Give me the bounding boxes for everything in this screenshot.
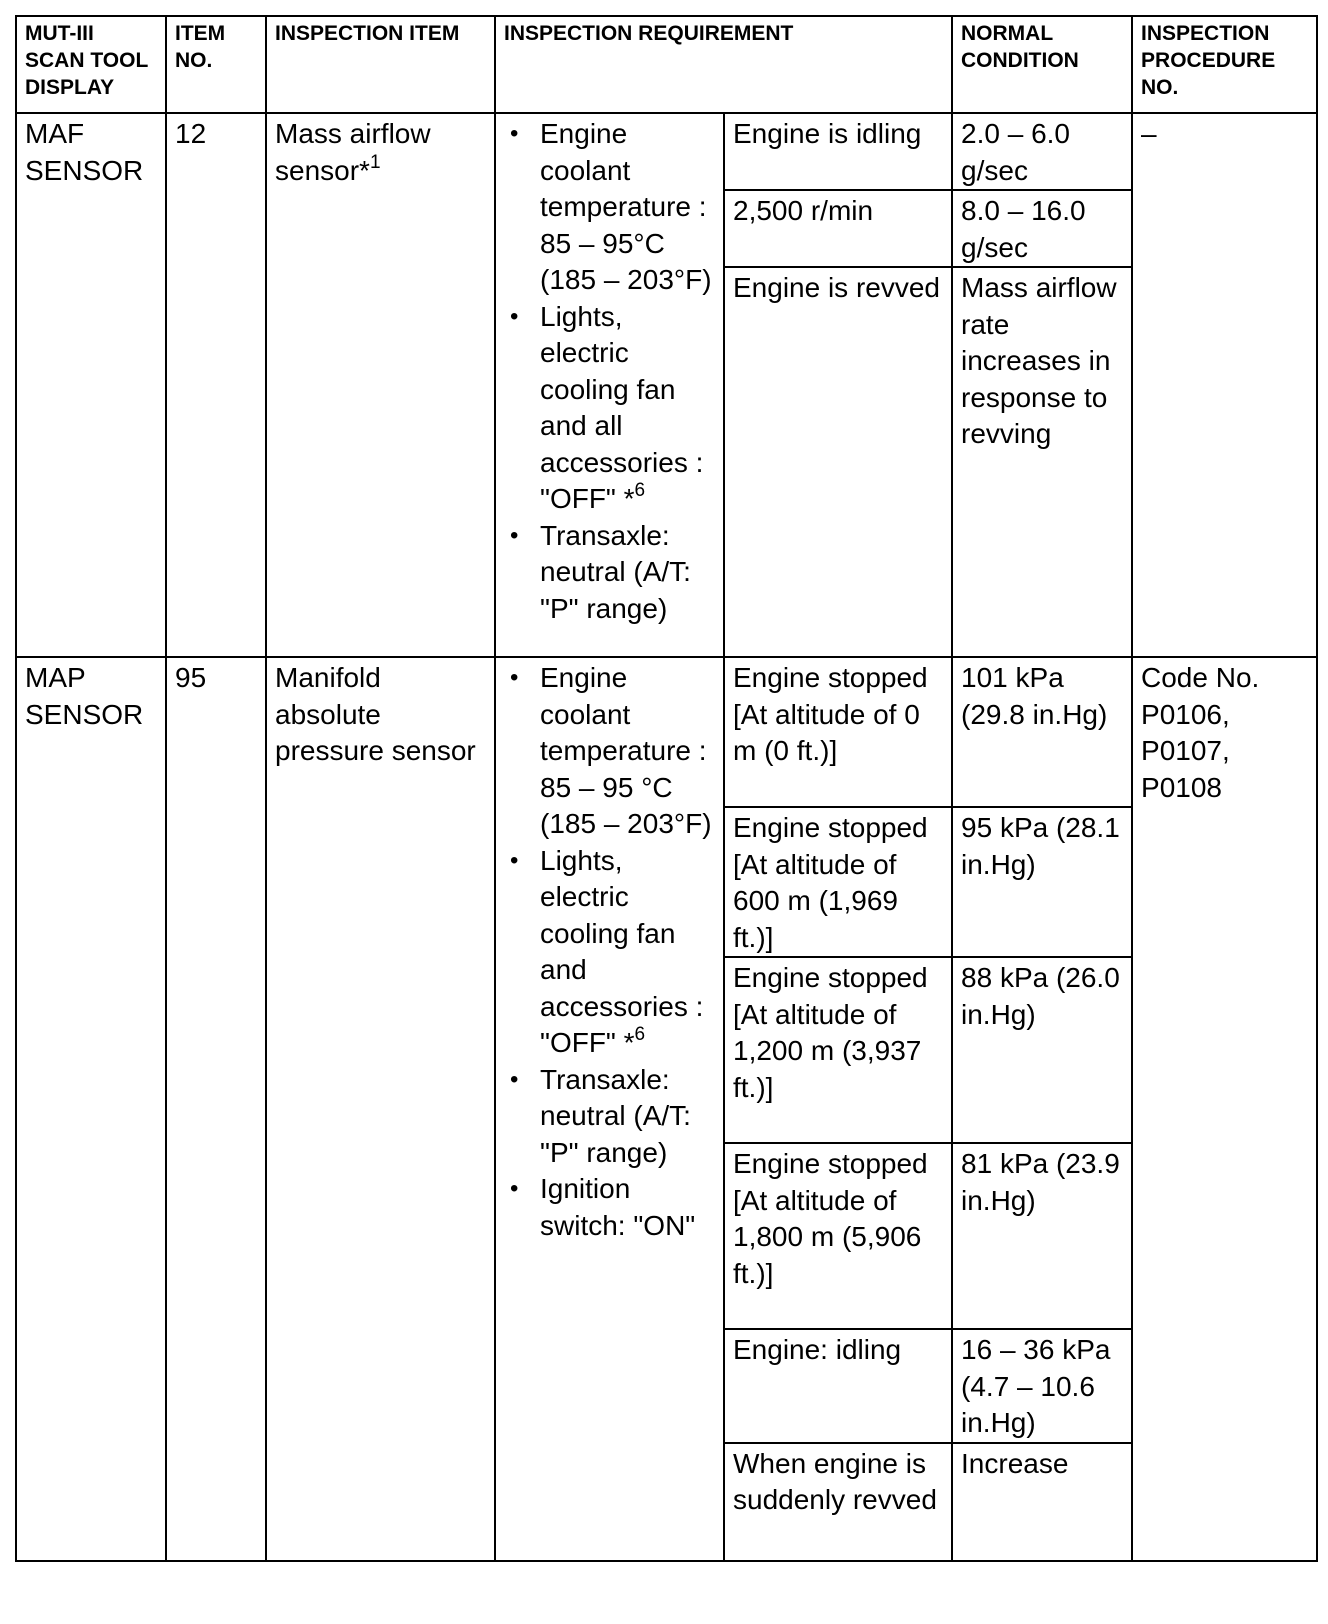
map-normal-cell: 95 kPa (28.1 in.Hg) — [952, 807, 1132, 957]
maf-inspection-item-cell — [266, 113, 495, 657]
map-normal-cell: Increase — [952, 1443, 1132, 1561]
map-condition-cell: When engine is suddenly revved — [724, 1443, 952, 1561]
map-condition-cell: Engine: idling — [724, 1329, 952, 1443]
map-normal-cell: 16 – 36 kPa (4.7 – 10.6 in.Hg) — [952, 1329, 1132, 1443]
maf-item-no-cell: 12 — [166, 113, 266, 657]
list-item: • Ignition switch: "ON" — [504, 1171, 717, 1244]
map-condition-cell: Engine stopped [At altitude of 1,200 m (3,937 ft.)] — [724, 957, 952, 1143]
maf-normal-cell: 2.0 – 6.0 g/sec — [952, 113, 1132, 190]
maf-item-text: Mass airflow sensor* — [275, 118, 431, 186]
header-normal-condition: NORMAL CONDITION — [952, 16, 1132, 113]
maf-condition-cell: Engine is revved — [724, 267, 952, 657]
maf-requirement-cell — [495, 113, 724, 657]
list-item: • Lights, electric cooling fan and all accessories : "OFF" *$^6$ — [504, 299, 717, 518]
header-inspection-item: INSPECTION ITEM — [266, 16, 495, 113]
map-item-no-cell: 95 — [166, 657, 266, 1561]
list-item: • Engine coolant temperature : 85 – 95 °C (185 – 203°F) — [504, 660, 717, 843]
header-item-no: ITEM NO. — [166, 16, 266, 113]
maf-requirement-list — [504, 116, 717, 627]
header-inspection-procedure: INSPECTION PROCEDURE NO. — [1132, 16, 1317, 113]
maf-item-footnote: 1 — [369, 151, 381, 173]
map-normal-cell: 88 kPa (26.0 in.Hg) — [952, 957, 1132, 1143]
header-inspection-requirement: INSPECTION REQUIREMENT — [495, 16, 952, 113]
header-row — [16, 16, 1317, 113]
map-condition-cell: Engine stopped [At altitude of 0 m (0 ft.)] — [724, 657, 952, 807]
list-item: • Transaxle: neutral (A/T: "P" range) — [504, 1062, 717, 1172]
map-inspection-item-cell: Manifold absolute pressure sensor — [266, 657, 495, 1561]
inspection-table — [15, 15, 1318, 1562]
map-requirement-cell — [495, 657, 724, 1561]
map-condition-cell: Engine stopped [At altitude of 1,800 m (5,906 ft.)] — [724, 1143, 952, 1329]
list-item: • Engine coolant temperature : 85 – 95°C (185 – 203°F) — [504, 116, 717, 299]
header-scan-tool-display: MUT-III SCAN TOOL DISPLAY — [16, 16, 166, 113]
maf-normal-cell: Mass airflow rate increases in response to revving — [952, 267, 1132, 657]
map-display-cell: MAP SENSOR — [16, 657, 166, 1561]
table-row — [16, 657, 1317, 807]
map-condition-cell: Engine stopped [At altitude of 600 m (1,969 ft.)] — [724, 807, 952, 957]
map-requirement-list — [504, 660, 717, 1244]
map-procedure-cell: Code No. P0106, P0107, P0108 — [1132, 657, 1317, 1561]
maf-display-cell: MAF SENSOR — [16, 113, 166, 657]
table-row — [16, 113, 1317, 190]
map-normal-cell: 81 kPa (23.9 in.Hg) — [952, 1143, 1132, 1329]
maf-procedure-cell: – — [1132, 113, 1317, 657]
map-normal-cell: 101 kPa (29.8 in.Hg) — [952, 657, 1132, 807]
maf-condition-cell: Engine is idling — [724, 113, 952, 190]
maf-normal-cell: 8.0 – 16.0 g/sec — [952, 190, 1132, 267]
list-item: • Lights, electric cooling fan and accessories : "OFF" *$^6$ — [504, 843, 717, 1062]
maf-condition-cell: 2,500 r/min — [724, 190, 952, 267]
list-item: • Transaxle: neutral (A/T: "P" range) — [504, 518, 717, 628]
